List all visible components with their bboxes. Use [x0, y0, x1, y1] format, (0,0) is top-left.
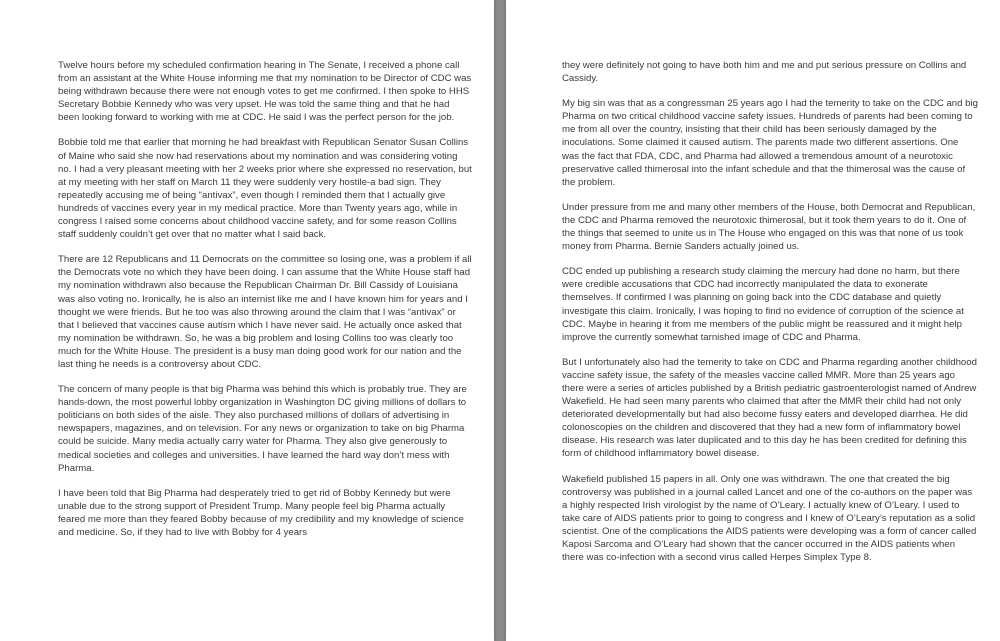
paragraph: CDC ended up publishing a research study claiming the mercury had done no harm, but there were credible accusations that CDC had incorrectly manipulated the data to exonerate themselves. If confirmed I was planning on going back into the CDC database and quietly investigate this claim. Ironically, I was hoping to find no evidence of corruption of the science at CDC. Maybe in hearing it from me members of the public might be reassured and it might help improve the currently somewhat tarnished image of CDC and Pharma.: [562, 266, 964, 343]
paragraph: Under pressure from me and many other members of the House, both Democrat and Republican, the CDC and Pharma removed the neurotoxic thimerosal, but it took them years to do it. One of the things that seemed to unite us in The House who engaged on this was that none of us took money from Pharma. Bernie Sanders actually joined us.: [562, 201, 976, 253]
page-content: [562, 59, 978, 564]
paragraph: they were definitely not going to have both him and me and put serious pressure on Collins and Cassidy.: [562, 60, 967, 85]
paragraph: The concern of many people is that big Pharma was behind this which is probably true. They are hands-down, the most powerful lobby organization in Washington DC giving millions of dollars to politicians on both sides of the aisle. They also purchased millions of dollars of advertising in newspapers, magazines, and on television. For any news or organization to take on big Pharma could be suicide. Many media actually carry water for Pharma. They also give generously to medical societies and colleges and universities. I have learned the hard way don’t mess with Pharma.: [58, 384, 467, 474]
document-page-left: [0, 0, 494, 641]
document-page-right: [506, 0, 1000, 641]
page-content: [58, 59, 472, 539]
paragraph: Bobbie told me that earlier that morning he had breakfast with Republican Senator Susan Collins of Maine who said she now had reservations about my nomination and was considering voting no. I had a very pleasant meeting with her 2 weeks prior where she expressed no reservation, but at my meeting with her staff on March 11 they were suddenly very hostile-a bad sign. They repeatedly accusing me of being “antivax”, even though I reminded them that I actually give hundreds of vaccines every year in my medical practice. More than Twenty years ago, while in congress I raised some concerns about childhood vaccine safety, and for some reason Collins staff suddenly couldn’t get over that no matter what I said back.: [58, 137, 472, 241]
paragraph: There are 12 Republicans and 11 Democrats on the committee so losing one, was a problem if all the Democrats vote no which they have been doing. I can assume that the White House staff had my nomination withdrawn also because the Republican Chairman Dr. Bill Cassidy of Louisiana was also voting no. Ironically, he is also an internist like me and I have known him for years and I thought we were friends. But he too was also throwing around the claim that I was “antivax” or that I believed that vaccines cause autism which I have never said. He actually once asked that my nomination be withdrawn. So, he was a big problem and losing Collins too was clearly too much for the White House. The president is a busy man doing good work for our nation and the last thing he needs is a controversy about CDC.: [58, 254, 472, 370]
paragraph: Wakefield published 15 papers in all. Only one was withdrawn. The one that created the big controversy was published in a journal called Lancet and one of the co-authors on the paper was a highly respected Irish virologist by the name of O’Leary. I actually knew of O’Leary. I used to take care of AIDS patients prior to going to congress and I knew of O’Leary’s reputation as a solid scientist. One of the complications the AIDS patients were developing was a form of cancer called Kaposi Sarcoma and O’Leary had shown that the cancer occurred in the AIDS patients when there was co-infection with a second virus called Herpes Simplex Type 8.: [562, 473, 977, 564]
paragraph: Twelve hours before my scheduled confirmation hearing in The Senate, I received a phone call from an assistant at the White House informing me that my nomination to be Director of CDC was being withdrawn because there were not enough votes to get me confirmed. I then spoke to HHS Secretary Bobbie Kennedy who was very upset. He was told the same thing and that he had been looking forward to working with me at CDC. He said I was the perfect person for the job.: [58, 60, 472, 124]
paragraph: I have been told that Big Pharma had desperately tried to get rid of Bobby Kennedy but were unable due to the strong support of President Trump. Many people feel big Pharma actually feared me more than they feared Bobby because of my credibility and my knowledge of science and medicine. So, if they had to live with Bobby for 4 years: [58, 487, 464, 538]
paragraph: My big sin was that as a congressman 25 years ago I had the temerity to take on the CDC and big Pharma on two critical childhood vaccine safety issues. Hundreds of parents had been coming to me from all over the country, insisting that their child has been seriously damaged by the inoculations. Some claimed it caused autism. The parents made two different assertions. One was the fact that FDA, CDC, and Pharma had allowed a tremendous amount of a neurotoxic preservative called thimerosal into the infant schedule and that the thimerosal was the cause of the problem.: [562, 98, 978, 188]
paragraph: But I unfortunately also had the temerity to take on CDC and Pharma regarding another childhood vaccine safety issue, the safety of the measles vaccine called MMR. More than 25 years ago there were a series of articles published by a British pediatric gastroenterologist named of Andrew Wakefield. He had seen many parents who claimed that after the MMR their child had not only deteriorated developmentally but had also become fussy eaters and developed diarrhea. He did colonoscopies on the children and discovered that they had a new form of inflammatory bowel disease. His research was later duplicated and to this day he has been credited for defining this form of childhood inflammatory bowel disease.: [562, 356, 977, 460]
